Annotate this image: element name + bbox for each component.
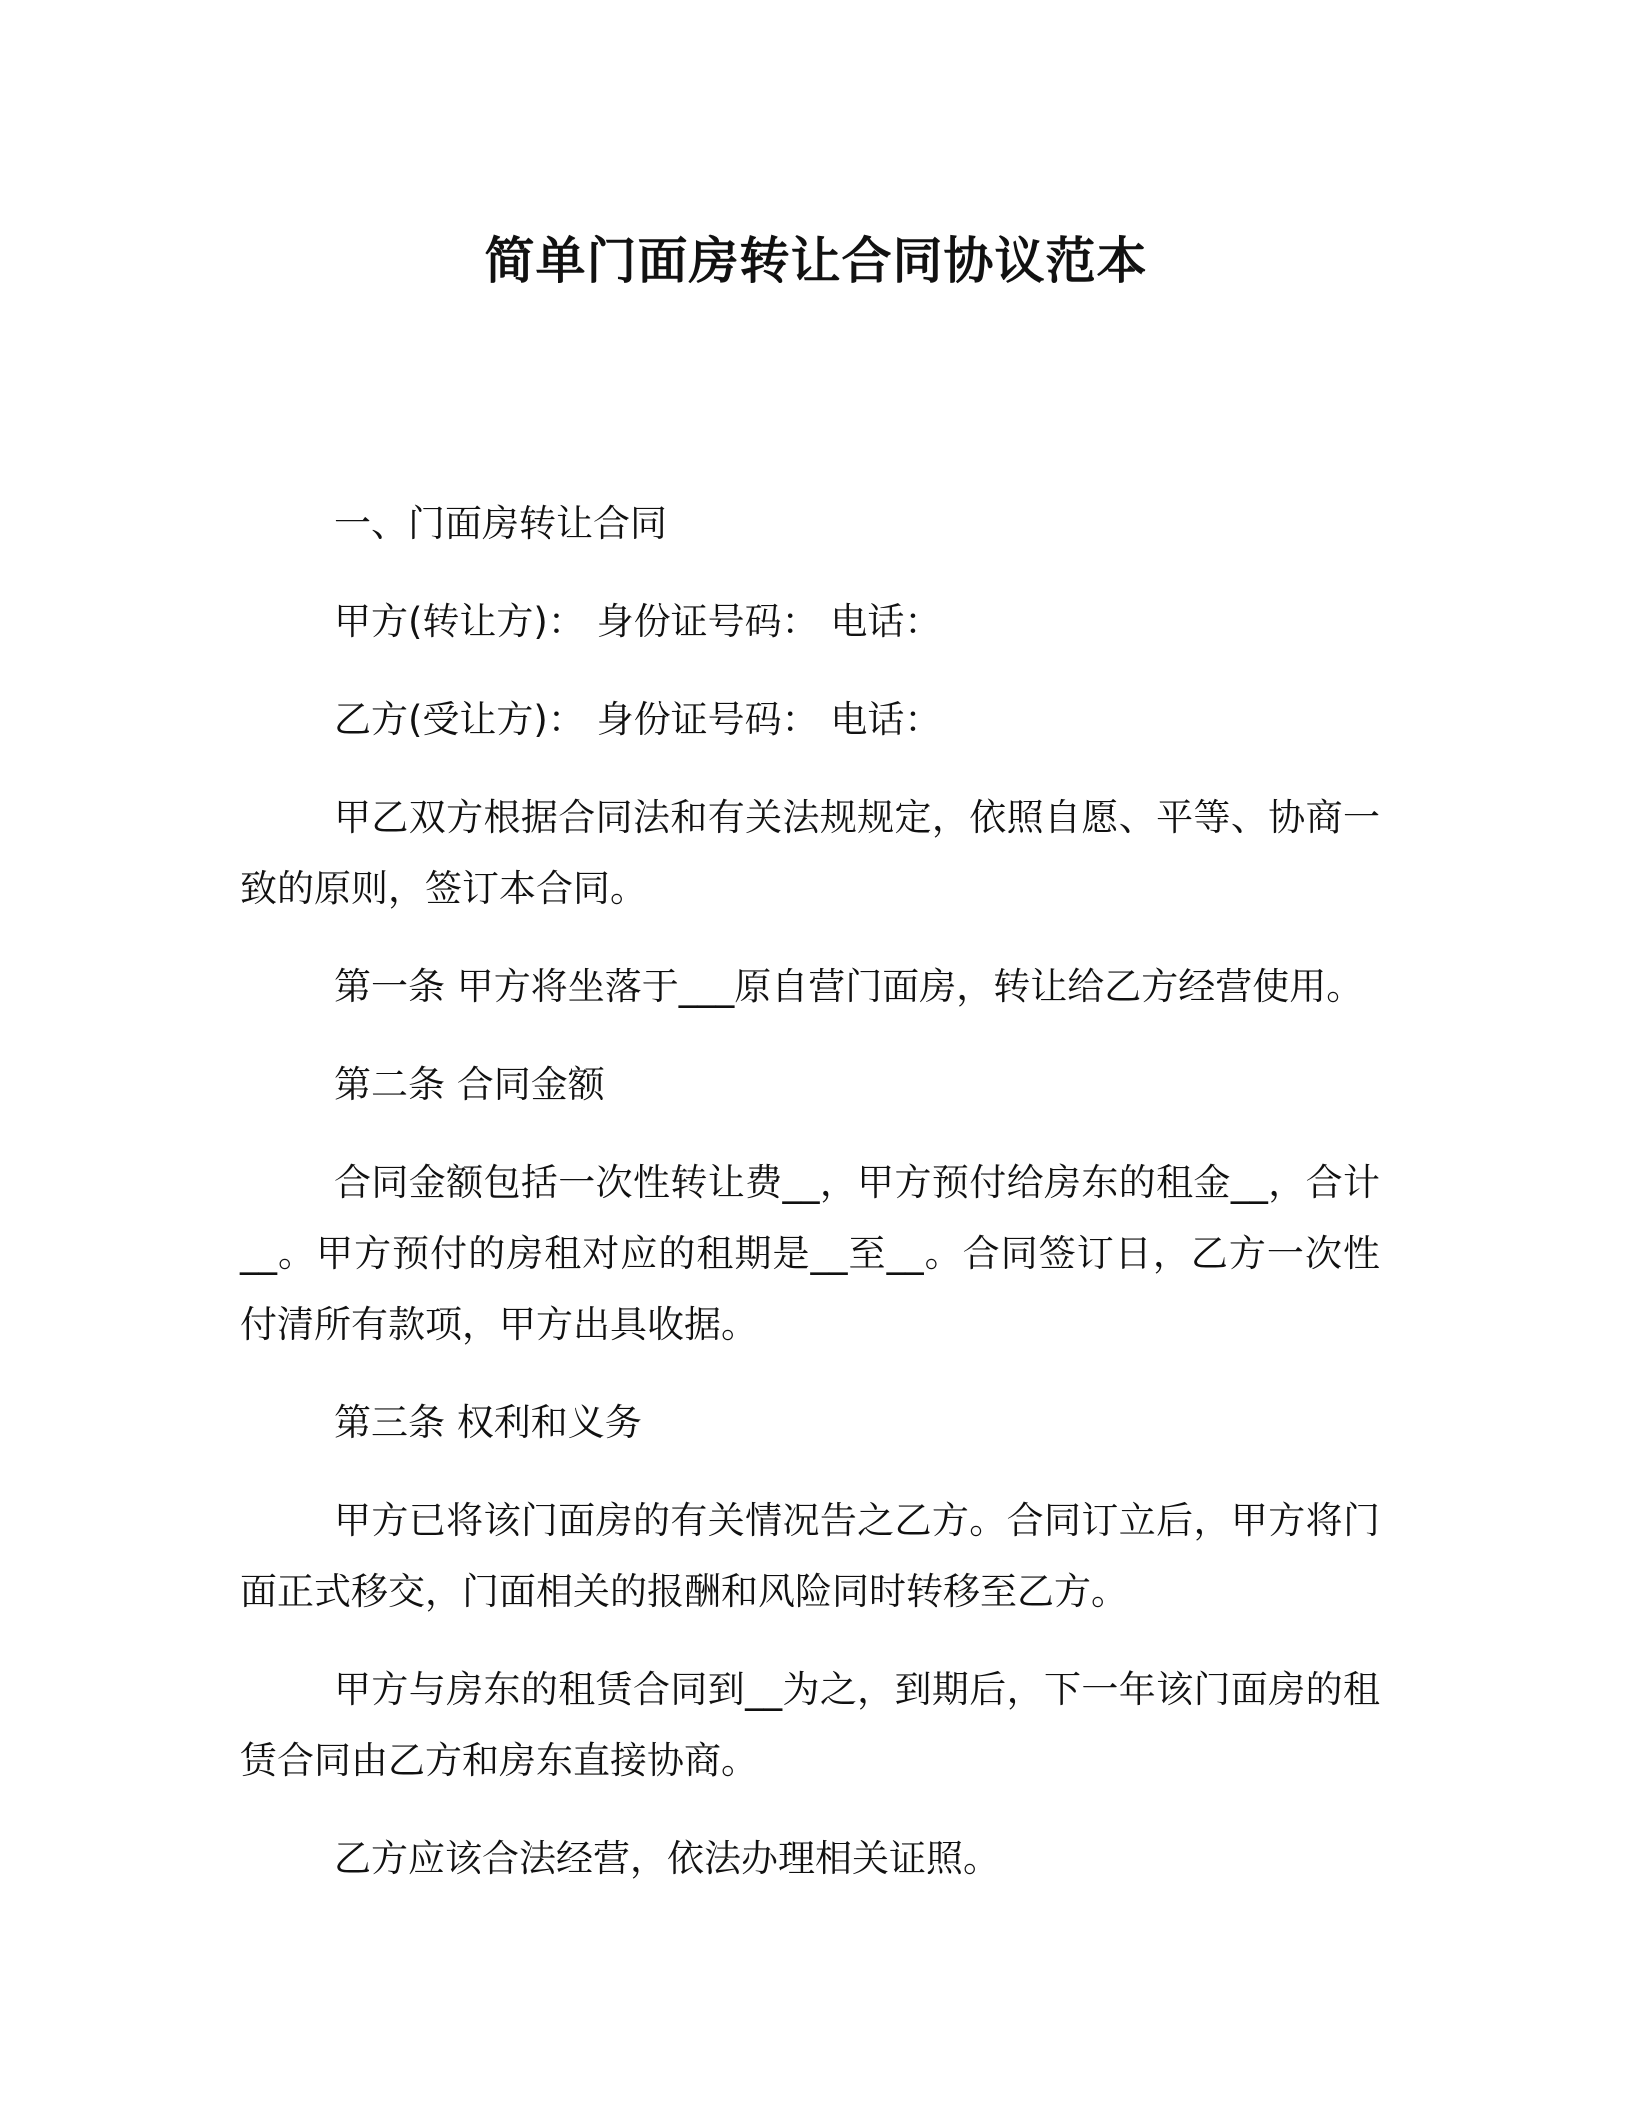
- document-body: [240, 488, 1380, 1921]
- lease-term-paragraph: 甲方与房东的租赁合同到__为之，到期后，下一年该门面房的租赁合同由乙方和房东直接协商。: [240, 1668, 1380, 1782]
- article-1-paragraph: 第一条 甲方将坐落于___原自营门面房，转让给乙方经营使用。: [334, 965, 1364, 1008]
- preamble-paragraph: 甲乙双方根据合同法和有关法规规定，依照自愿、平等、协商一致的原则，签订本合同。: [240, 796, 1380, 910]
- legal-operation-paragraph: 乙方应该合法经营，依法办理相关证照。: [334, 1837, 1000, 1880]
- section-heading-transfer-contract: 一、门面房转让合同: [334, 502, 667, 545]
- party-b-line: 乙方(受让方)： 身份证号码： 电话：: [334, 698, 942, 741]
- article-2-heading: 第二条 合同金额: [334, 1063, 605, 1106]
- contract-amount-paragraph: 合同金额包括一次性转让费__，甲方预付给房东的租金__，合计__。甲方预付的房租对应的租期是__至__。合同签订日，乙方一次性付清所有款项，甲方出具收据。: [240, 1161, 1380, 1346]
- document-title: 简单门面房转让合同协议范本: [484, 232, 1148, 290]
- handover-paragraph: 甲方已将该门面房的有关情况告之乙方。合同订立后，甲方将门面正式移交，门面相关的报酬和风险同时转移至乙方。: [240, 1499, 1380, 1613]
- article-3-heading: 第三条 权利和义务: [334, 1401, 642, 1444]
- party-a-line: 甲方(转让方)： 身份证号码： 电话：: [334, 600, 942, 643]
